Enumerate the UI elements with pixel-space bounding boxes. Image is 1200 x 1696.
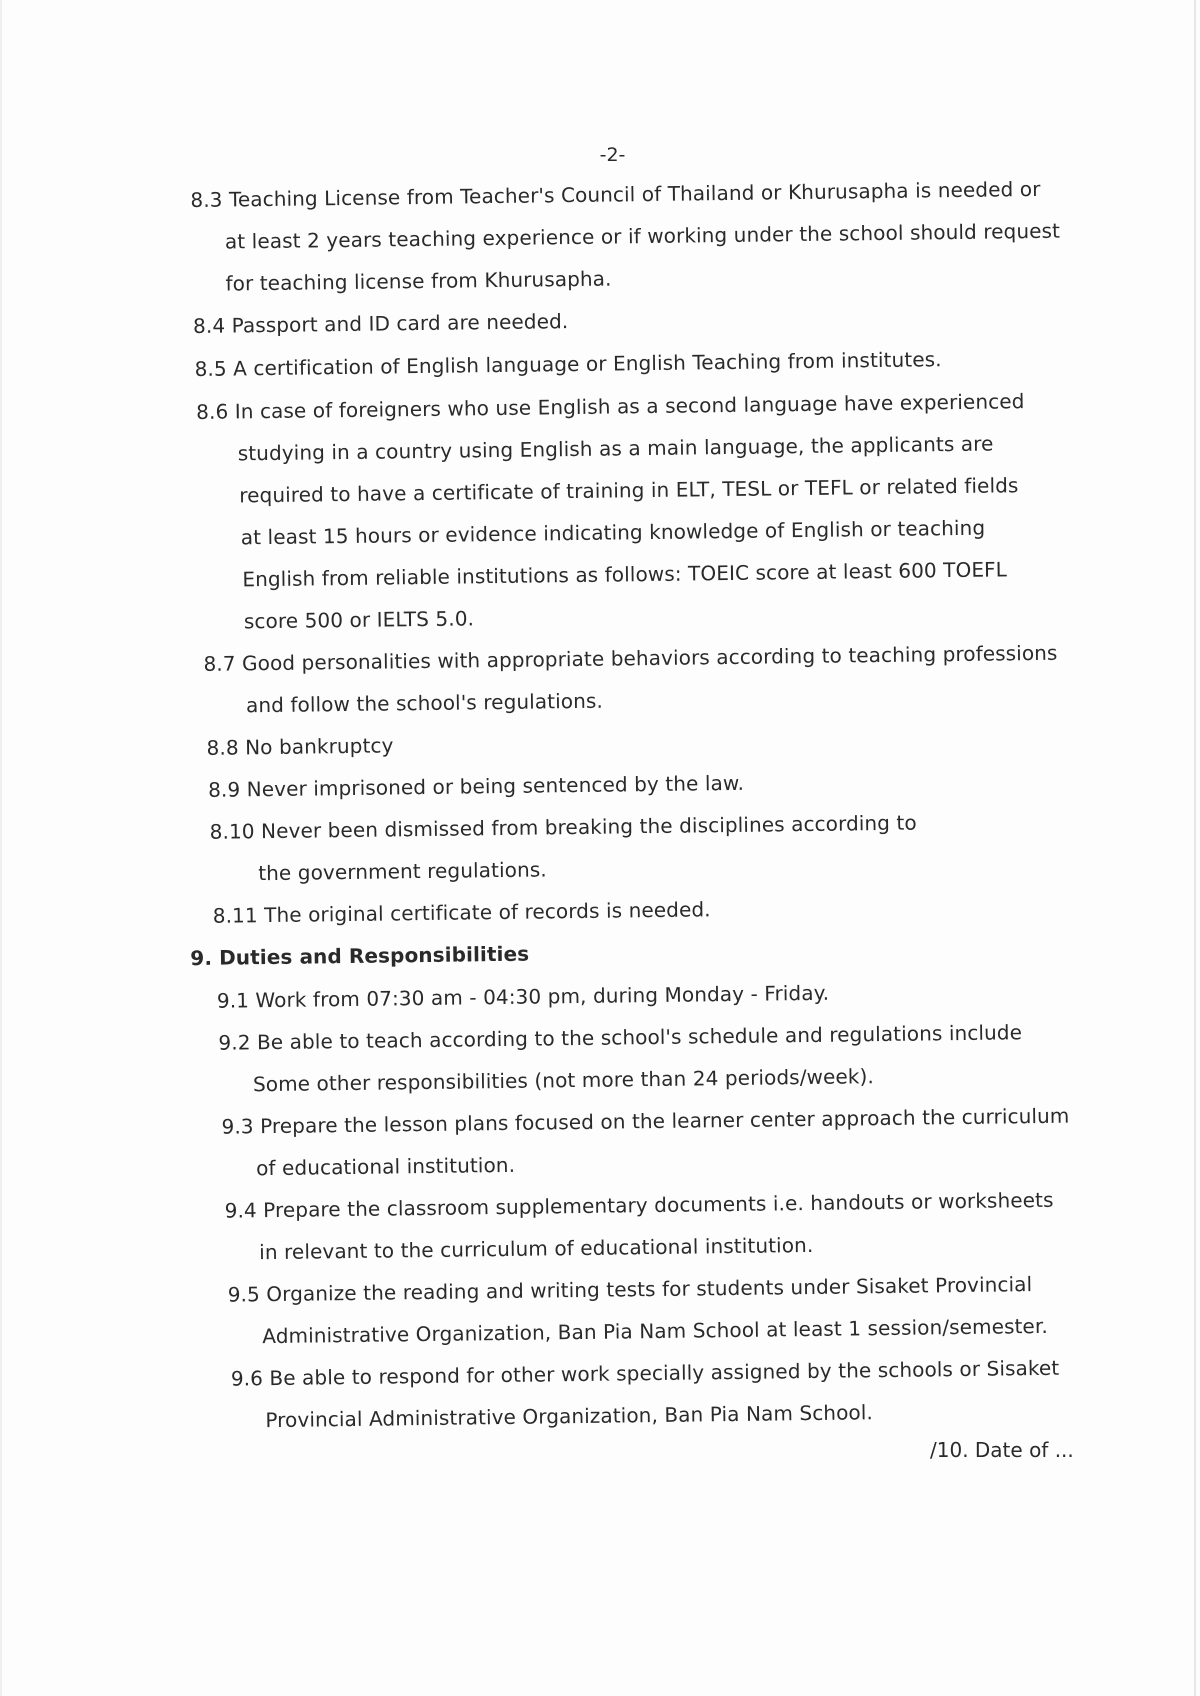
item-9-3-line-1: 9.3 Prepare the lesson plans focused on the learner center approach the curriculum: [221, 1103, 1070, 1139]
page-number: -2-: [599, 144, 626, 166]
item-9-5-line-1: 9.5 Organize the reading and writing tests for students under Sisaket Provincial: [227, 1272, 1033, 1307]
item-9-5-line-2: Administrative Organization, Ban Pia Nam School at least 1 session/semester.: [262, 1313, 1048, 1349]
item-8-6-line-6: score 500 or IELTS 5.0.: [243, 606, 475, 634]
item-9-2-line-1: 9.2 Be able to teach according to the school's schedule and regulations include: [218, 1020, 1023, 1055]
item-8-11: 8.11 The original certificate of records is needed.: [212, 897, 711, 928]
item-8-6-line-1: 8.6 In case of foreigners who use English as a second language have experienced: [196, 389, 1025, 424]
item-9-6-line-2: Provincial Administrative Organization, Ban Pia Nam School.: [265, 1400, 874, 1433]
item-8-4: 8.4 Passport and ID card are needed.: [192, 309, 569, 338]
item-8-10-line-1: 8.10 Never been dismissed from breaking the disciplines according to: [209, 810, 917, 844]
item-8-3-line-2: at least 2 years teaching experience or if working under the school should request: [224, 218, 1061, 254]
item-8-3-line-1: 8.3 Teaching License from Teacher's Council of Thailand or Khurusapha is needed or: [190, 176, 1041, 212]
item-9-2-line-2: Some other responsibilities (not more than 24 periods/week).: [252, 1064, 875, 1097]
item-8-6-line-5: English from reliable institutions as follows: TOEIC score at least 600 TOEFL: [242, 557, 1008, 592]
item-9-1: 9.1 Work from 07:30 am - 04:30 pm, during Monday - Friday.: [216, 980, 830, 1013]
item-8-8: 8.8 No bankruptcy: [206, 733, 394, 760]
item-9-6-line-1: 9.6 Be able to respond for other work specially assigned by the schools or Sisaket: [230, 1355, 1060, 1391]
item-8-10-line-2: the government regulations.: [258, 857, 547, 886]
item-9-4-line-1: 9.4 Prepare the classroom supplementary documents i.e. handouts or worksheets: [224, 1187, 1054, 1223]
item-8-6-line-2: studying in a country using English as a main language, the applicants are: [237, 431, 994, 466]
section-9-heading: 9. Duties and Responsibilities: [190, 941, 530, 971]
item-8-3-line-3: for teaching license from Khurusapha.: [225, 266, 612, 296]
item-9-4-line-2: in relevant to the curriculum of educational institution.: [259, 1232, 814, 1265]
item-8-6-line-3: required to have a certificate of training in ELT, TESL or TEFL or related fields: [239, 473, 1019, 508]
scan-edge-right: [1194, 0, 1196, 1696]
item-8-7-line-1: 8.7 Good personalities with appropriate behaviors according to teaching professions: [203, 640, 1058, 676]
item-8-7-line-2: and follow the school's regulations.: [245, 688, 604, 718]
scan-edge-left: [0, 0, 2, 1696]
item-8-9: 8.9 Never imprisoned or being sentenced by the law.: [207, 770, 745, 802]
item-8-6-line-4: at least 15 hours or evidence indicating knowledge of English or teaching: [240, 515, 986, 550]
item-9-3-line-2: of educational institution.: [255, 1152, 516, 1181]
item-8-5: 8.5 A certification of English language or English Teaching from institutes.: [194, 347, 942, 381]
continuation-marker: /10. Date of ...: [930, 1438, 1074, 1462]
